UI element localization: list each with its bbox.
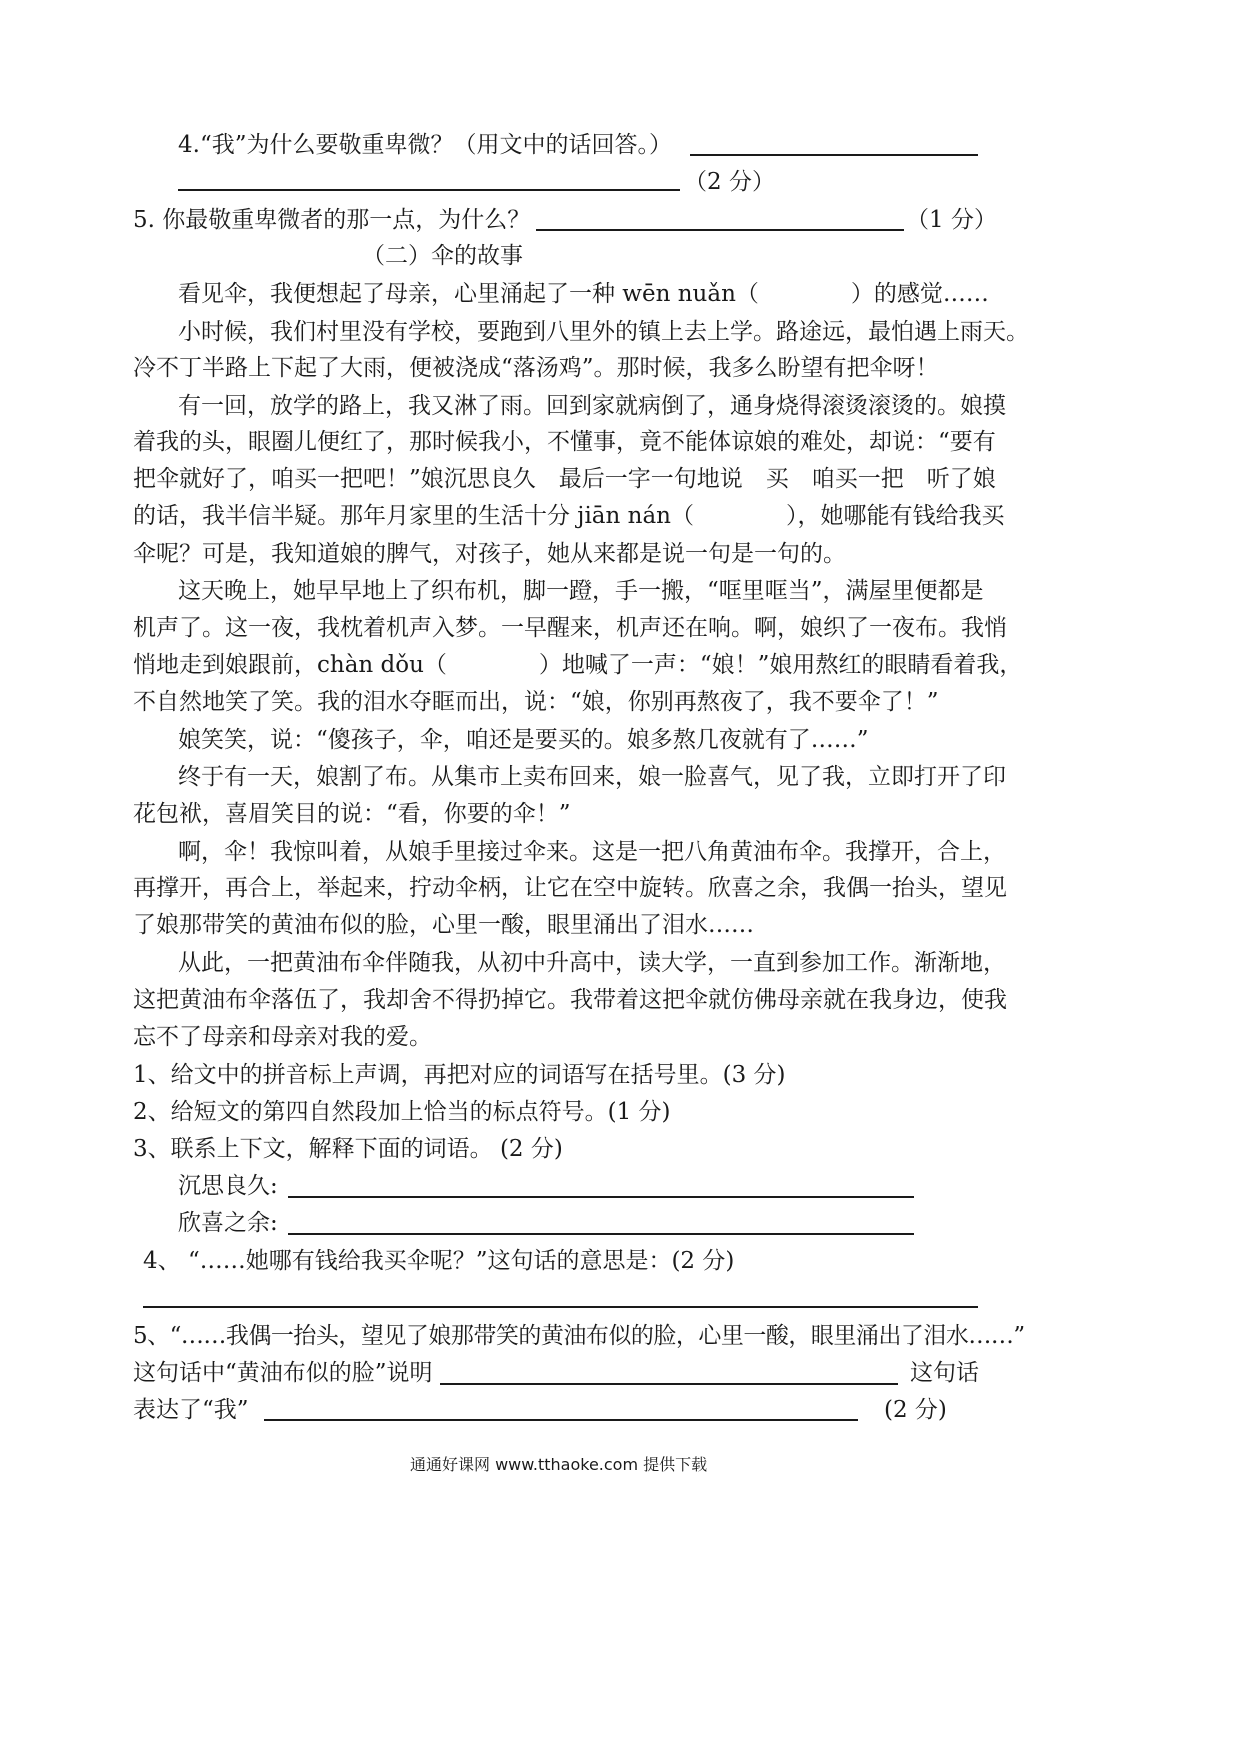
question-2: 2、给短文的第四自然段加上恰当的标点符号。(1 分)	[133, 1099, 671, 1125]
question-5-line: 表达了“我”	[133, 1397, 249, 1423]
passage-line: 忘不了母亲和母亲对我的爱。	[133, 1024, 432, 1050]
passage-line: 这天晚上，她早早地上了织布机，脚一蹬，手一搬，“哐里哐当”，满屋里便都是	[178, 578, 984, 604]
passage-line: 啊，伞！我惊叫着，从娘手里接过伞来。这是一把八角黄油布伞。我撑开，合上，	[178, 839, 1006, 865]
section-title: （二）伞的故事	[362, 243, 523, 269]
passage-line: 再撑开，再合上，举起来，拧动伞柄，让它在空中旋转。欣喜之余，我偶一抬头，望见	[133, 875, 1007, 901]
passage-line: 小时候，我们村里没有学校，要跑到八里外的镇上去上学。路途远，最怕遇上雨天。	[178, 319, 1029, 345]
score-label: （1 分）	[906, 207, 997, 233]
term-label: 欣喜之余:	[178, 1210, 278, 1236]
question-5-text: 5. 你最敬重卑微者的那一点，为什么？	[133, 207, 531, 233]
question-4: 4、 “……她哪有钱给我买伞呢？”这句话的意思是：(2 分)	[143, 1248, 735, 1274]
passage-line: 娘笑笑，说：“傻孩子，伞，咱还是要买的。娘多熬几夜就有了……”	[178, 727, 869, 753]
passage-line: 看见伞，我便想起了母亲，心里涌起了一种 wēn nuǎn（ ）的感觉……	[178, 281, 989, 307]
passage-line: 终于有一天，娘割了布。从集市上卖布回来，娘一脸喜气，见了我，立即打开了印	[178, 764, 1006, 790]
term-label: 沉思良久:	[178, 1173, 278, 1199]
question-5-line: 这句话	[910, 1360, 979, 1386]
score-label: （2 分）	[684, 169, 775, 195]
answer-line[interactable]	[440, 1383, 898, 1385]
passage-line: 的话，我半信半疑。那年月家里的生活十分 jiān nán（ ），她哪能有钱给我买	[133, 503, 1005, 529]
footer-text: 通通好课网 www.tthaoke.com 提供下载	[410, 1455, 708, 1474]
passage-line: 从此，一把黄油布伞伴随我，从初中升高中，读大学，一直到参加工作。渐渐地，	[178, 950, 1006, 976]
answer-line[interactable]	[690, 154, 978, 156]
passage-line: 悄地走到娘跟前，chàn dǒu（ ）地喊了一声：“娘！”娘用熬红的眼睛看着我，	[133, 652, 1023, 678]
passage-line: 伞呢？可是，我知道娘的脾气，对孩子，她从来都是说一句是一句的。	[133, 541, 846, 567]
answer-line[interactable]	[288, 1196, 914, 1198]
answer-line[interactable]	[143, 1306, 978, 1308]
answer-line[interactable]	[536, 229, 904, 231]
question-3: 3、联系上下文，解释下面的词语。 (2 分)	[133, 1136, 563, 1162]
passage-line: 机声了。这一夜，我枕着机声入梦。一早醒来，机声还在响。啊，娘织了一夜布。我悄	[133, 615, 1007, 641]
score-label: (2 分)	[884, 1397, 947, 1423]
passage-line: 有一回，放学的路上，我又淋了雨。回到家就病倒了，通身烧得滚烫滚烫的。娘摸	[178, 393, 1006, 419]
passage-line: 把伞就好了，咱买一把吧！”娘沉思良久 最后一字一句地说 买 咱买一把 听了娘	[133, 466, 996, 492]
passage-line: 了娘那带笑的黄油布似的脸，心里一酸，眼里涌出了泪水……	[133, 912, 754, 938]
question-1: 1、给文中的拼音标上声调，再把对应的词语写在括号里。(3 分)	[133, 1062, 786, 1088]
question-5: 5、“……我偶一抬头，望见了娘那带笑的黄油布似的脸，心里一酸，眼里涌出了泪水……”	[133, 1323, 1025, 1349]
passage-line: 不自然地笑了笑。我的泪水夺眶而出，说：“娘，你别再熬夜了，我不要伞了！”	[133, 689, 939, 715]
answer-line[interactable]	[288, 1233, 914, 1235]
passage-line: 这把黄油布伞落伍了，我却舍不得扔掉它。我带着这把伞就仿佛母亲就在我身边，使我	[133, 987, 1007, 1013]
passage-line: 花包袱，喜眉笑目的说：“看，你要的伞！”	[133, 801, 571, 827]
answer-line[interactable]	[178, 189, 680, 191]
passage-line: 冷不丁半路上下起了大雨，便被浇成“落汤鸡”。那时候，我多么盼望有把伞呀！	[133, 355, 939, 381]
passage-line: 着我的头，眼圈儿便红了，那时候我小，不懂事，竟不能体谅娘的难处，却说：“要有	[133, 429, 996, 455]
question-4-text: 4.“我”为什么要敬重卑微？（用文中的话回答。）	[178, 132, 672, 158]
question-5-line: 这句话中“黄油布似的脸”说明	[133, 1360, 433, 1386]
answer-line[interactable]	[264, 1419, 858, 1421]
